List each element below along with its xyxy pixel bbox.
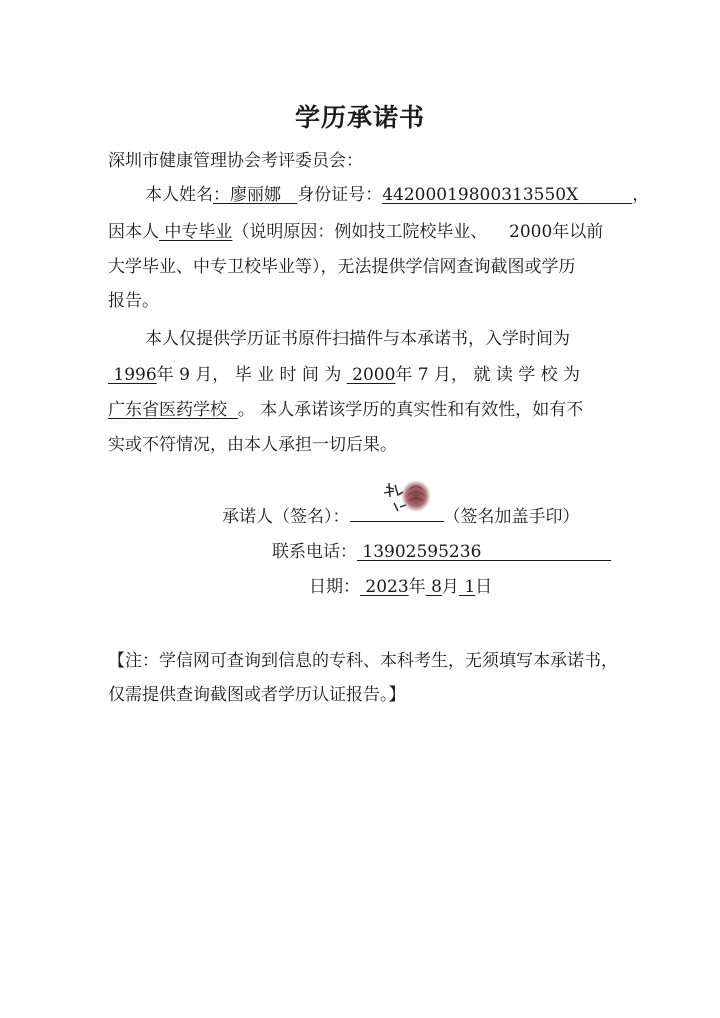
p1-line-4: 报告。	[108, 291, 159, 311]
date-day-unit: 日	[475, 577, 493, 597]
enroll-month: 年 9 月，	[156, 365, 230, 385]
date-month: 8	[431, 577, 442, 597]
p1-comma: ，	[632, 185, 650, 205]
phone-row	[272, 541, 611, 563]
enroll-year: 1996	[113, 365, 157, 385]
salutation: 深圳市健康管理协会考评委员会：	[108, 151, 363, 171]
p1-line-1	[145, 184, 649, 206]
id-value: 44200019800313550X	[382, 185, 579, 205]
p2-line-2	[108, 364, 580, 386]
school-label: 就 读 学 校 为	[473, 365, 581, 385]
note-line-2: 仅需提供查询截图或者学历认证报告。】	[108, 685, 406, 705]
p2-line-4: 实或不符情况，由本人承担一切后果。	[108, 435, 397, 455]
name-colon: ：	[213, 185, 230, 205]
signer-label: 承诺人（签名）：	[222, 507, 350, 527]
signer-note: （签名加盖手印）	[443, 507, 580, 527]
reason-value: 中专毕业	[164, 222, 233, 242]
phone-label: 联系电话：	[272, 542, 357, 562]
name-pad	[281, 185, 297, 205]
date-month-unit: 月	[441, 577, 459, 597]
reason-gap	[487, 222, 509, 242]
reason-note: （说明原因：例如技工院校毕业、	[232, 222, 488, 242]
school-value: 广东省医药学校	[108, 400, 227, 420]
date-year-unit: 年	[408, 577, 426, 597]
id-label: 身份证号：	[297, 185, 383, 205]
document-title: 学历承诺书	[294, 103, 425, 132]
note-line-1: 【注：学信网可查询到信息的专科、本科考生，无须填写本承诺书，	[108, 651, 618, 671]
p2-line-1: 本人仅提供学历证书原件扫描件与本承诺书，入学时间为	[145, 329, 570, 349]
p1-line-2	[108, 221, 603, 243]
p1-line-3: 大学毕业、中专卫校毕业等），无法提供学信网查询截图或学历	[108, 257, 576, 277]
p2-line-3-rest: 。 本人承诺该学历的真实性和有效性，如有不	[237, 400, 584, 420]
grad-label: 毕 业 时 间 为	[234, 365, 342, 385]
reason-note-year: 2000年以前	[509, 222, 604, 242]
name-value: 廖丽娜	[230, 185, 281, 205]
phone-value: 13902595236	[362, 542, 482, 562]
id-pad	[578, 185, 632, 205]
phone-pad-2	[481, 542, 611, 562]
name-label: 本人姓名	[145, 185, 213, 205]
reason-prefix: 因本人	[108, 222, 159, 242]
signature-fingerprint-mark	[380, 477, 436, 525]
p2-line-3	[108, 399, 583, 421]
date-label: 日期：	[309, 577, 360, 597]
date-day: 1	[464, 577, 476, 597]
date-year: 2023	[365, 577, 409, 597]
grad-year: 2000	[352, 365, 396, 385]
date-row	[309, 576, 492, 598]
grad-month: 年 7 月，	[395, 365, 469, 385]
school-pad	[227, 400, 238, 420]
